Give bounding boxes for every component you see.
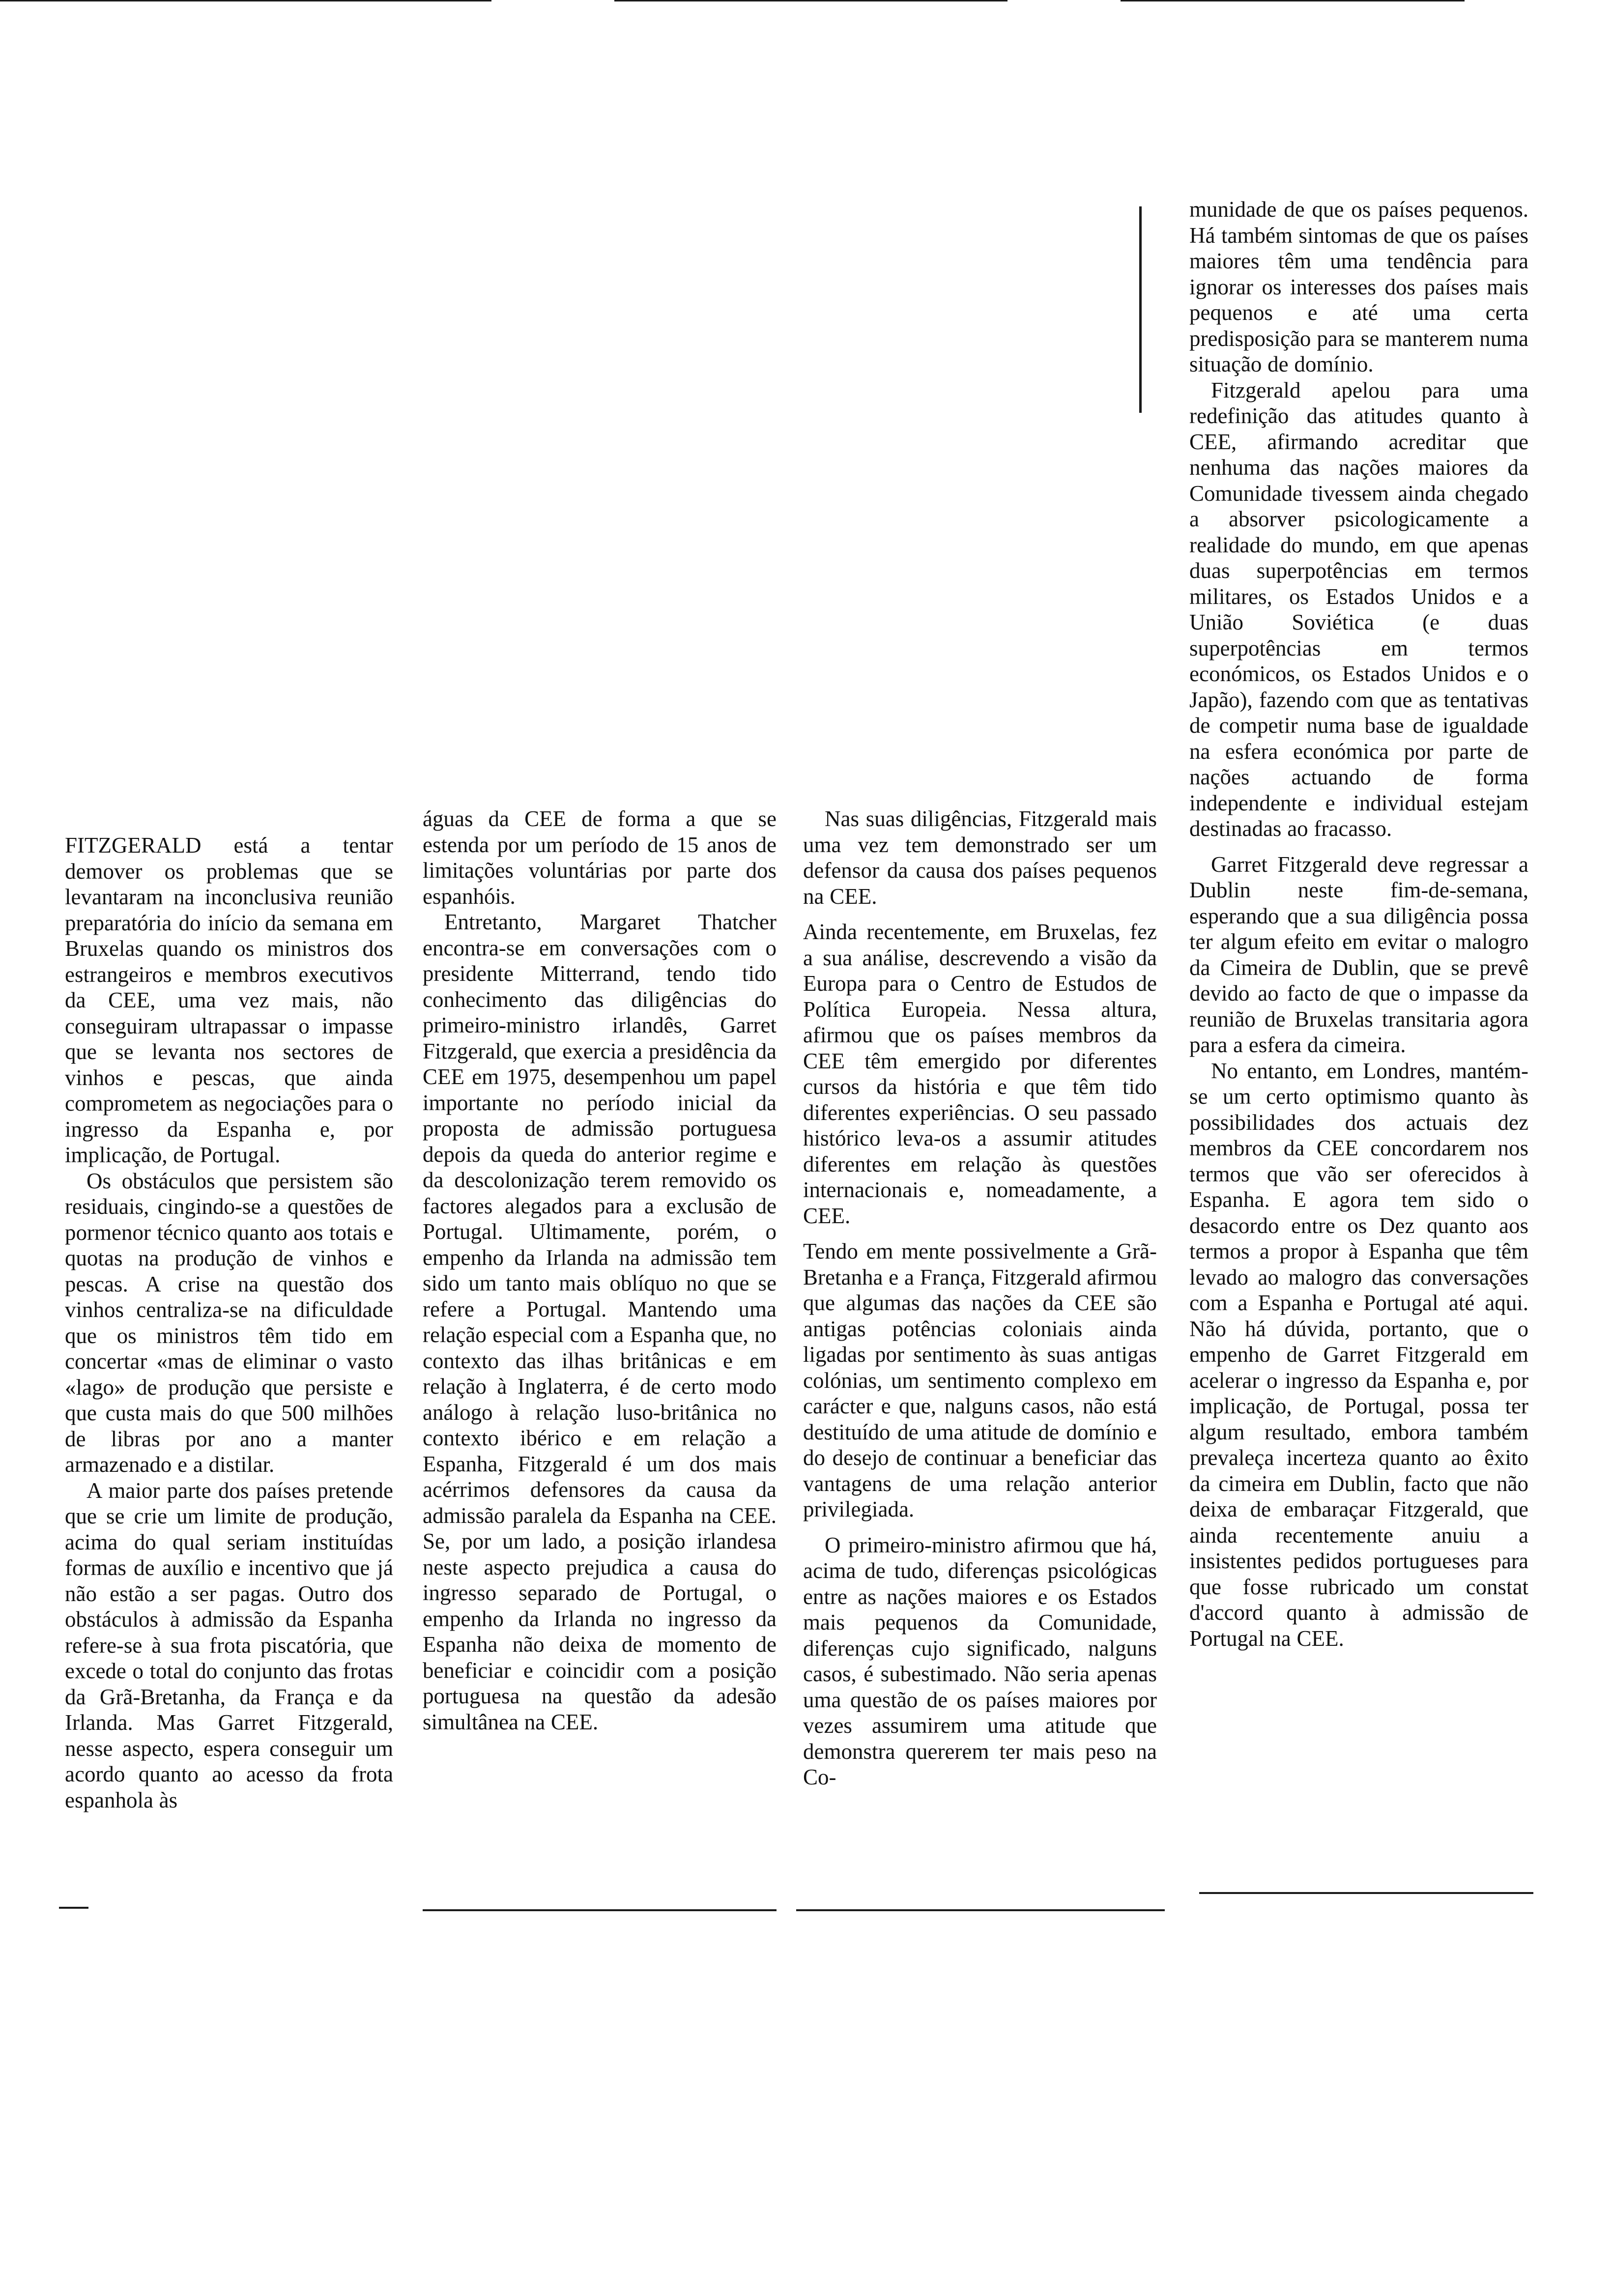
- article-column-2: [423, 806, 777, 1735]
- column-4-paragraph-2: Fitzgerald apelou para uma redefinição das atitudes quanto à CEE, afirmando acreditar que nenhuma das nações maiores da Comunidade tivessem ainda chegado a absorver psicologicamente a realidade do mundo, em que apenas duas superpotências em termos militares, os Estados Unidos e a União Soviética (e duas superpotências em termos económicos, os Estados Unidos e o Japão), fazendo com que as tentativas de competir numa base de igualdade na esfera económica por parte de nações actuando de forma independente e individual estejam destinadas ao fracasso.: [1189, 377, 1528, 841]
- article-column-4: [1189, 197, 1528, 1651]
- top-rule-right: [1121, 0, 1465, 1]
- column-3-paragraph-4: O primeiro-ministro afirmou que há, acima de tudo, diferenças psicológicas entre as nações maiores e os Estados mais pequenos da Comunidade, diferenças cujo significado, nalguns casos, é subestimado. Não seria apenas uma questão de os países maiores por vezes assumirem uma atitude que demonstra quererem ter mais peso na Co-: [803, 1532, 1157, 1789]
- article-column-1: [65, 832, 393, 1813]
- column-3-paragraph-3: Tendo em mente possivelmente a Grã-Bretanha e a França, Fitzgerald afirmou que algumas das nações da CEE são antigas potências coloniais ainda ligadas por sentimento às suas antigas colónias, um sentimento complexo em carácter e que, nalguns casos, não está destituído de uma atitude de domínio e do desejo de continuar a beneficiar das vantagens de uma relação anterior privilegiada.: [803, 1239, 1157, 1521]
- column-1-paragraph-3: A maior parte dos países pretende que se crie um limite de produção, acima do qual seriam instituídas formas de auxílio e incentivo que já não estão a ser pagas. Outro dos obstáculos à admissão da Espanha refere-se à sua frota piscatória, que excede o total do conjunto das frotas da Grã-Bretanha, da França e da Irlanda. Mas Garret Fitzgerald, nesse aspecto, espera conseguir um acordo quanto ao acesso da frota espanhola às: [65, 1478, 393, 1812]
- column-4-side-rule: [1139, 206, 1142, 413]
- bottom-rule-col4: [1199, 1892, 1533, 1894]
- article-column-3: [803, 806, 1157, 1790]
- column-3-paragraph-1: Nas suas diligências, Fitzgerald mais uma vez tem demonstrado ser um defensor da causa dos países pequenos na CEE.: [803, 806, 1157, 909]
- column-4-paragraph-3: Garret Fitzgerald deve regressar a Dublin neste fim-de-semana, esperando que a sua diligência possa ter algum efeito em evitar o malogro da Cimeira de Dublin, que se prevê devido ao facto de que o impasse da reunião de Bruxelas transitaria agora para a esfera da cimeira.: [1189, 852, 1528, 1057]
- bottom-rule-col3: [796, 1909, 1165, 1911]
- column-4-paragraph-4: No entanto, em Londres, mantém-se um certo optimismo quanto às possibilidades dos actuais dez membros da CEE concordarem nos termos que vão ser oferecidos à Espanha. E agora tem sido o desacordo entre os Dez quanto aos termos a propor à Espanha que têm levado ao malogro das conversações com a Espanha e Portugal até aqui. Não há dúvida, portanto, que o empenho de Garret Fitzgerald em acelerar o ingresso da Espanha e, por implicação, de Portugal, possa ter algum resultado, embora também prevaleça incerteza quanto ao êxito da cimeira em Dublin, facto que não deixa de embaraçar Fitzgerald, que ainda recentemente anuiu a insistentes pedidos portugueses para que fosse rubricado um constat d'accord quanto à admissão de Portugal na CEE.: [1189, 1058, 1528, 1651]
- column-3-paragraph-2: Ainda recentemente, em Bruxelas, fez a sua análise, descrevendo a visão da Europa para o Centro de Estudos de Política Europeia. Nessa altura, afirmou que os países membros da CEE têm emergido por diferentes cursos da história e que têm tido diferentes experiências. O seu passado histórico leva-os a assumir atitudes diferentes em relação às questões internacionais e, nomeadamente, a CEE.: [803, 919, 1157, 1228]
- bottom-rule-col2: [423, 1909, 777, 1911]
- column-1-paragraph-1: FITZGERALD está a tentar demover os problemas que se levantaram na inconclusiva reunião preparatória do início da semana em Bruxelas quando os ministros dos estrangeiros e membros executivos da CEE, uma vez mais, não conseguiram ultrapassar o impasse que se levanta nos sectores de vinhos e pescas, que ainda comprometem as negociações para o ingresso da Espanha e, por implicação, de Portugal.: [65, 833, 393, 1167]
- column-1-paragraph-2: Os obstáculos que persistem são residuais, cingindo-se a questões de pormenor técnico quanto aos totais e quotas na produção de vinhos e pescas. A crise na questão dos vinhos centraliza-se na dificuldade que os ministros têm tido em concertar «mas de eliminar o vasto «lago» de produção que persiste e que custa mais do que 500 milhões de libras por ano a manter armazenado e a distilar.: [65, 1168, 393, 1477]
- top-rule-left: [0, 0, 491, 1]
- column-2-paragraph-2: Entretanto, Margaret Thatcher encontra-se em conversações com o presidente Mitterrand, tendo tido conhecimento das diligências do primeiro-ministro irlandês, Garret Fitzgerald, que exercia a presidência da CEE em 1975, desempenhou um papel importante no período inicial da proposta de admissão portuguesa depois da queda do anterior regime e da descolonização terem removido os factores alegados para a exclusão de Portugal. Ultimamente, porém, o empenho da Irlanda na admissão tem sido um tanto mais oblíquo no que se refere a Portugal. Mantendo uma relação especial com a Espanha que, no contexto das ilhas britânicas e em relação à Inglaterra, é de certo modo análogo à relação luso-britânica no contexto ibérico e em relação a Espanha, Fitzgerald é um dos mais acérrimos defensores da causa da admissão paralela da Espanha na CEE. Se, por um lado, a posição irlandesa neste aspecto prejudica a causa do ingresso separado de Portugal, o empenho da Irlanda no ingresso da Espanha não deixa de momento de beneficiar e coincidir com a posição portuguesa na questão da adesão simultânea na CEE.: [423, 910, 777, 1734]
- column-4-paragraph-1: munidade de que os países pequenos. Há também sintomas de que os países maiores têm uma tendência para ignorar os interesses dos países mais pequenos e até uma certa predisposição para se manterem numa situação de domínio.: [1189, 197, 1528, 376]
- top-rule-mid: [614, 0, 1008, 1]
- column-2-paragraph-1: águas da CEE de forma a que se estenda por um período de 15 anos de limitações voluntárias por parte dos espanhóis.: [423, 806, 777, 909]
- bottom-dash-col1: [59, 1907, 88, 1909]
